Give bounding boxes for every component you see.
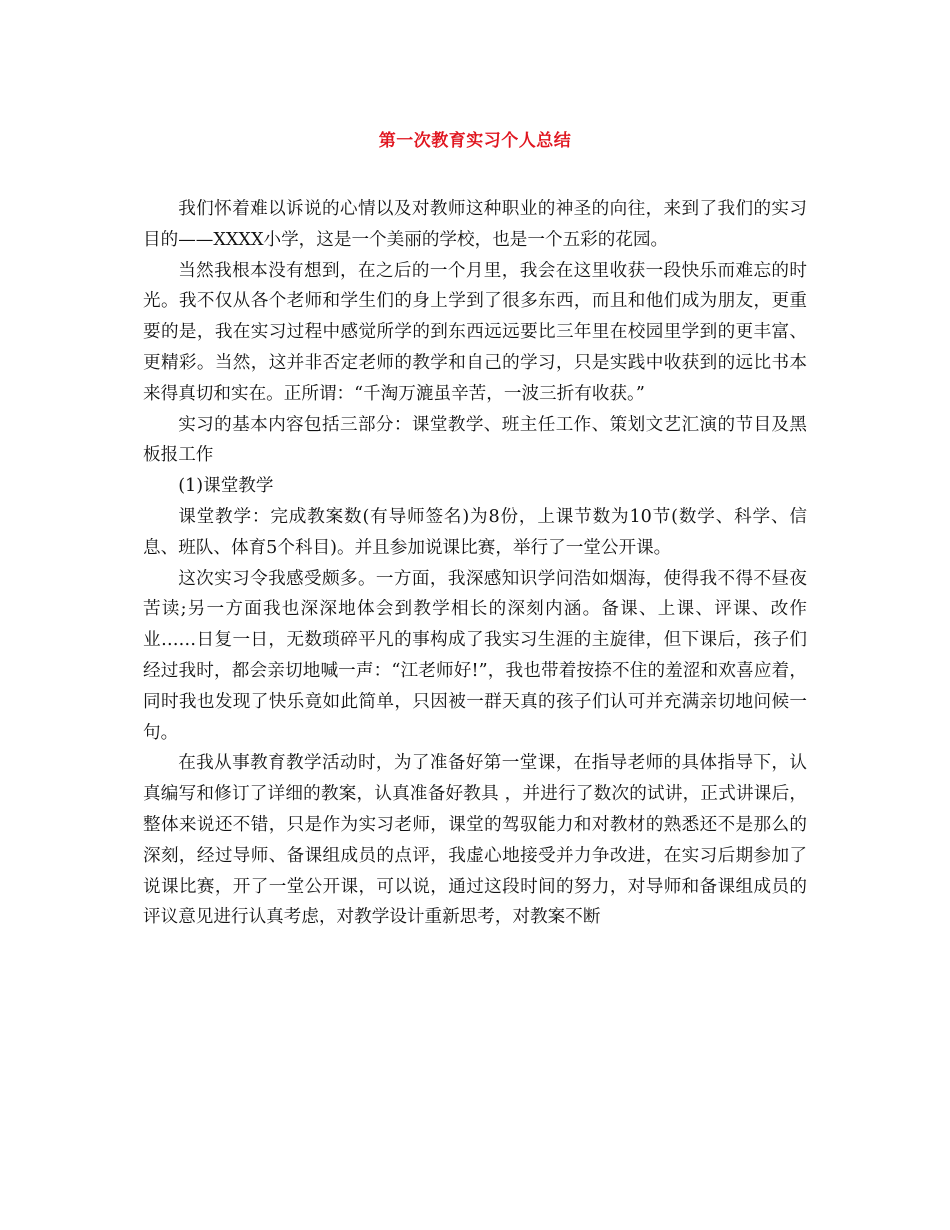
paragraph: 这次实习令我感受颇多。一方面，我深感知识学问浩如烟海，使得我不得不昼夜苦读;另一方面我也深深地体会到教学相长的深刻内涵。备课、上课、评课、改作业……日复一日，无数琐碎平凡的事构成了我实习生涯的主旋律，但下课后，孩子们经过我时，都会亲切地喊一声：“江老师好!”，我也带着按捺不住的羞涩和欢喜应着，同时我也发现了快乐竟如此简单，只因被一群天真的孩子们认可并充满亲切地问候一句。 bbox=[143, 568, 807, 743]
paragraph: 在我从事教育教学活动时，为了准备好第一堂课，在指导老师的具体指导下，认真编写和修订了详细的教案，认真准备好教具 ，并进行了数次的试讲，正式讲课后，整体来说还不错，只是作为实习老师，课堂的驾驭能力和对教材的熟悉还不是那么的深刻，经过导师、备课组成员的点评，我虚心地接受并力争改进，在实习后期参加了说课比赛，开了一堂公开课，可以说，通过这段时间的努力，对导师和备课组成员的评议意见进行认真考虑，对教学设计重新思考，对教案不断 bbox=[143, 753, 807, 928]
paragraph: 课堂教学：完成教案数(有导师签名)为8份，上课节数为10节(数学、科学、信息、班队、体育5个科目)。并且参加说课比赛，举行了一堂公开课。 bbox=[143, 506, 807, 558]
section-heading: (1)课堂教学 bbox=[178, 476, 274, 497]
paragraph: 我们怀着难以诉说的心情以及对教师这种职业的神圣的向往，来到了我们的实习目的——XXXX小学，这是一个美丽的学校，也是一个五彩的花园。 bbox=[143, 199, 807, 250]
paragraph: 当然我根本没有想到，在之后的一个月里，我会在这里收获一段快乐而难忘的时光。我不仅从各个老师和学生们的身上学到了很多东西，而且和他们成为朋友，更重要的是，我在实习过程中感觉所学的到东西远远要比三年里在校园里学到的更丰富、更精彩。当然，这并非否定老师的教学和自己的学习，只是实践中收获到的远比书本来得真切和实在。正所谓：“千淘万漉虽辛苦，一波三折有收获。” bbox=[143, 260, 807, 404]
document-body bbox=[143, 194, 807, 933]
document-title: 第一次教育实习个人总结 bbox=[378, 131, 572, 151]
paragraph: 实习的基本内容包括三部分：课堂教学、班主任工作、策划文艺汇演的节目及黑板报工作 bbox=[143, 414, 807, 466]
